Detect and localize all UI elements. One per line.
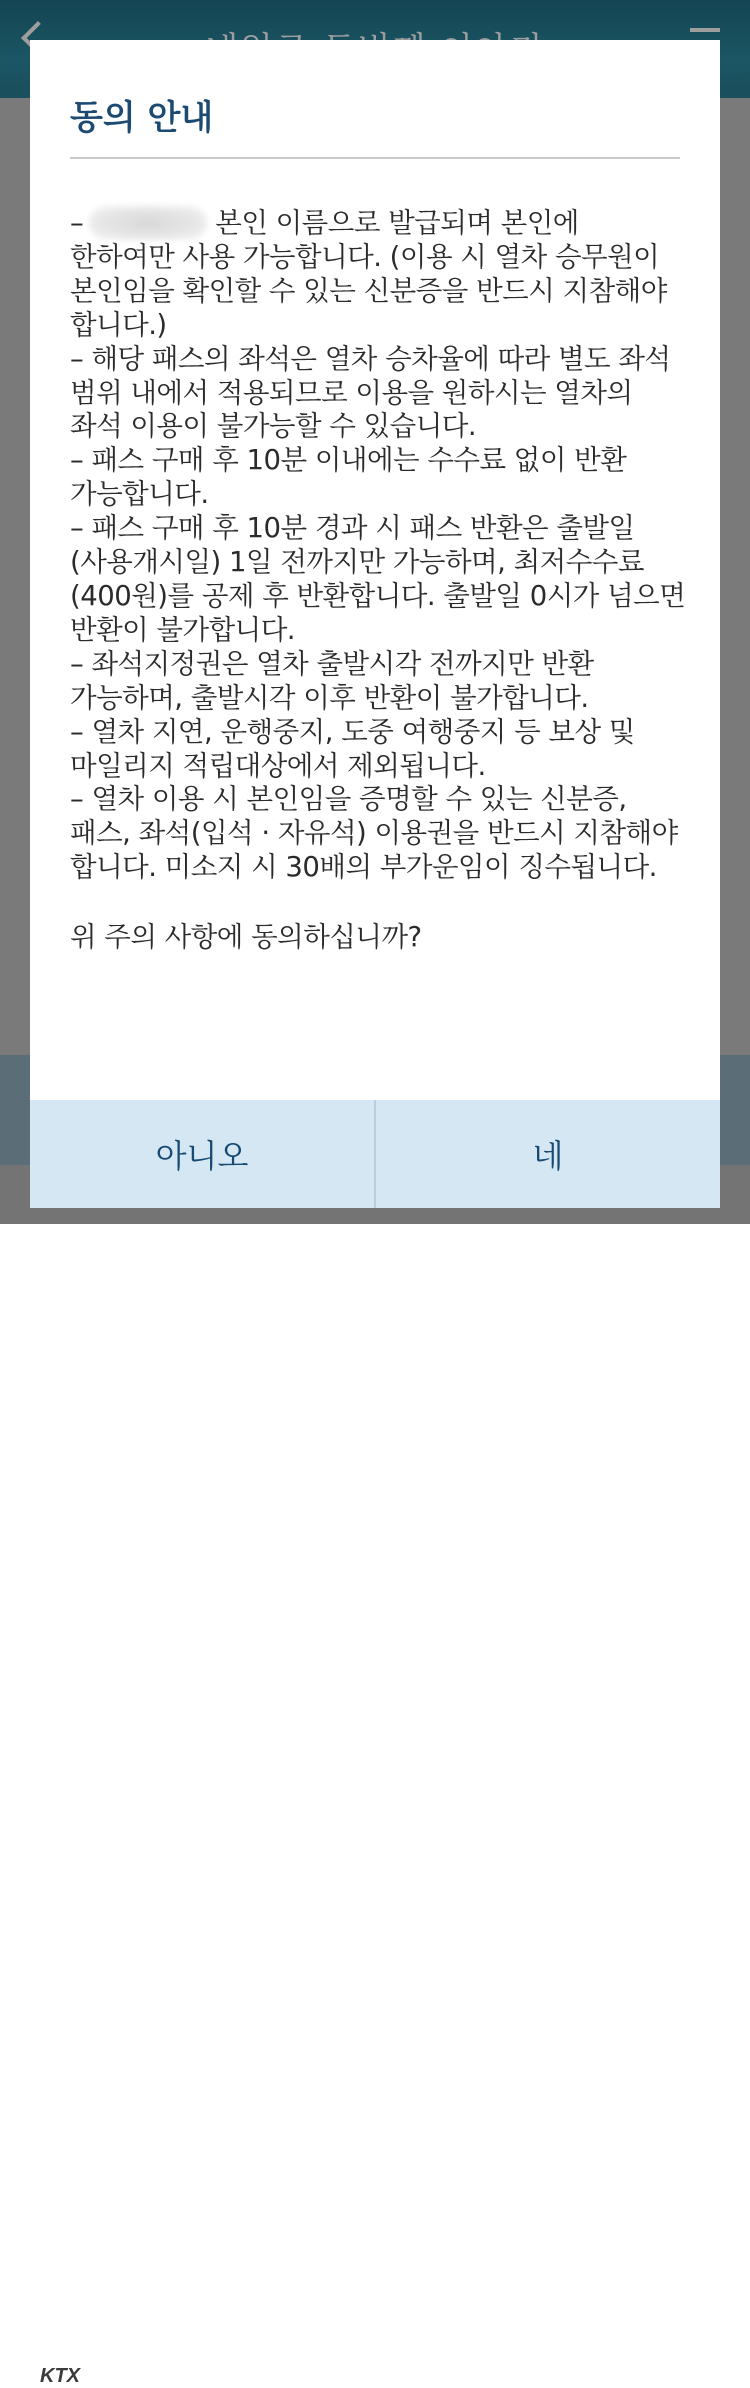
notice-item: – 패스 구매 후 10분 이내에는 수수료 없이 반환 가능합니다. bbox=[70, 444, 627, 511]
no-button[interactable]: 아니오 bbox=[155, 1137, 249, 1175]
notice-prefix: – bbox=[70, 207, 84, 239]
notice-item: – 패스 구매 후 10분 경과 시 패스 반환은 출발일(사용개시일) 1일 전까지만 가능하며, 최저수수료(400원)를 공제 후 반환합니다. 출발일 0시가 넘으면 반환이 불가합니다. bbox=[70, 512, 686, 646]
notice-item: – 열차 지연, 운행중지, 도중 여행중지 등 보상 및 마일리지 적립대상에서 제외됩니다. bbox=[70, 715, 635, 782]
notice-item: – 해당 패스의 좌석은 열차 승차율에 따라 별도 좌석 범위 내에서 적용되므로 이용을 원하시는 열차의 좌석 이용이 불가능할 수 있습니다. bbox=[70, 342, 671, 443]
notice-text: 본인 이름으로 발급되며 본인에 한하여만 사용 가능합니다. (이용 시 열차 승무원이 본인임을 확인할 수 있는 신분증을 반드시 지참해야 합니다.) bbox=[70, 207, 667, 341]
dialog-body bbox=[70, 206, 690, 955]
yes-button[interactable]: 네 bbox=[532, 1137, 564, 1175]
dialog-header bbox=[70, 96, 213, 140]
notice-item: – 열차 이용 시 본인임을 증명할 수 있는 신분증, 패스, 좌석(입석 · 자유석) 이용권을 반드시 지참해야 합니다. 미소지 시 30배의 부가운임이 징수됩니다. bbox=[70, 783, 678, 884]
redacted-name bbox=[89, 206, 207, 240]
dialog-button-bar bbox=[30, 1100, 720, 1208]
dialog-title: 동의 안내 bbox=[70, 98, 214, 138]
confirm-question: 위 주의 사항에 동의하십니까? bbox=[70, 921, 422, 954]
consent-dialog bbox=[30, 40, 720, 1208]
notice-item: – 좌석지정권은 열차 출발시각 전까지만 반환 가능하며, 출발시각 이후 반환이 불가합니다. bbox=[70, 647, 594, 714]
ktx-logo: KTX bbox=[40, 2365, 80, 2387]
divider bbox=[70, 157, 680, 159]
notice-item bbox=[70, 206, 690, 343]
